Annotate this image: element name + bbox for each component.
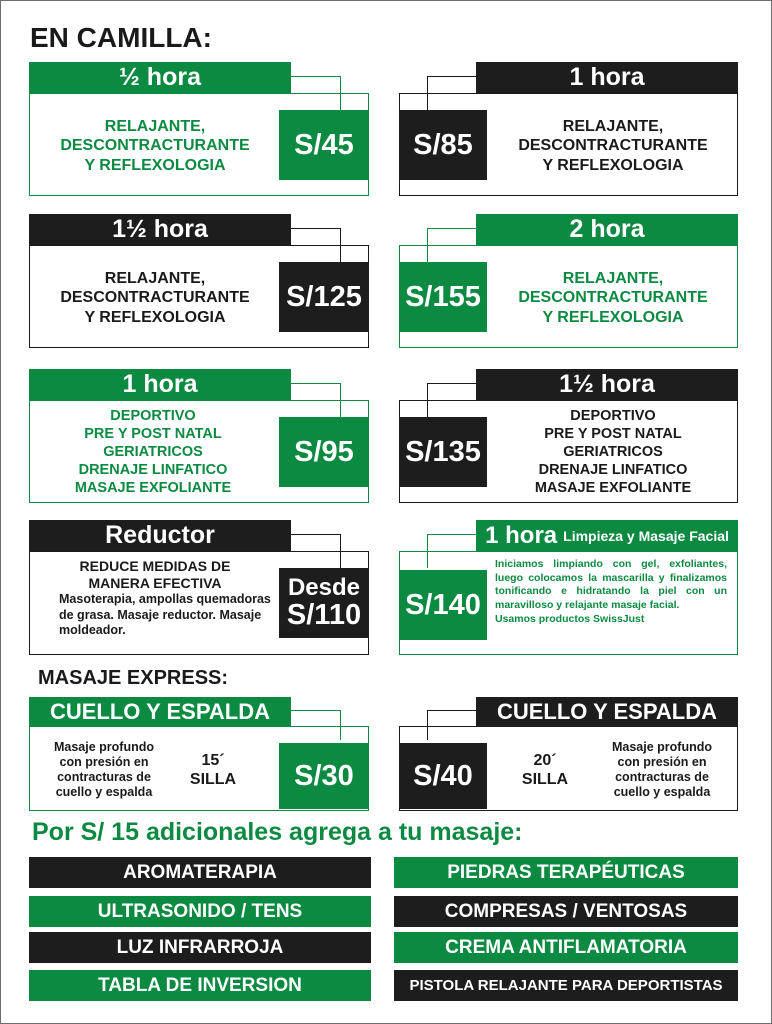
duration-bar: 1½ hora — [29, 214, 291, 245]
duration-bar: CUELLO Y ESPALDA — [29, 697, 291, 727]
duration-bar: 1½ hora — [476, 369, 738, 400]
connector-line — [290, 534, 341, 568]
connector-line — [427, 534, 477, 568]
extra-luz-infrarroja: LUZ INFRARROJA — [29, 932, 371, 963]
service-description: RELAJANTE, DESCONTRACTURANTE Y REFLEXOLOGIA — [518, 118, 708, 174]
card-one-half-hour-relax — [29, 214, 369, 348]
duration-bar: 2 hora — [476, 214, 738, 245]
extras-section-title: Por S/ 15 adicionales agrega a tu masaje: — [32, 818, 523, 846]
extra-ultrasonido: ULTRASONIDO / TENS — [29, 896, 371, 927]
price-tag: S/135 — [399, 417, 487, 487]
duration-bar: Reductor — [29, 520, 291, 551]
price-tag: S/30 — [279, 743, 369, 809]
connector-line — [290, 228, 341, 262]
extra-piedras: PIEDRAS TERAPÉUTICAS — [394, 857, 738, 888]
card-facial — [399, 520, 738, 655]
service-description: DEPORTIVO PRE Y POST NATAL GERIATRICOS DRENAJE LINFATICO MASAJE EXFOLIANTE — [534, 407, 692, 497]
service-description: Masaje profundo con presión en contracturas de cuello y espalda — [53, 740, 154, 799]
card-one-half-hour-sports — [399, 369, 738, 503]
card-express-15 — [29, 697, 369, 811]
price-tag: S/125 — [279, 262, 369, 332]
price-tag: S/140 — [399, 570, 487, 640]
price-tag: S/85 — [399, 110, 487, 180]
card-one-hour-sports — [29, 369, 369, 503]
duration-bar: ½ hora — [29, 62, 291, 93]
service-description: Masaje profundo con presión en contracturas de cuello y espalda — [611, 740, 712, 799]
duration-seat: 15´ SILLA — [189, 751, 237, 788]
extra-tabla-inversion: TABLA DE INVERSION — [29, 970, 371, 1001]
connector-line — [290, 710, 341, 740]
extra-aromaterapia: AROMATERAPIA — [29, 857, 371, 888]
express-section-title: MASAJE EXPRESS: — [38, 667, 229, 689]
service-description: RELAJANTE, DESCONTRACTURANTE Y REFLEXOLOGIA — [60, 118, 250, 174]
price-tag: S/155 — [399, 262, 487, 332]
card-reductor — [29, 520, 369, 655]
card-two-hour-relax — [399, 214, 738, 348]
duration-bar: 1 hora — [476, 62, 738, 93]
connector-line — [290, 76, 341, 110]
duration-seat: 20´ SILLA — [521, 751, 569, 788]
extra-compresas: COMPRESAS / VENTOSAS — [394, 896, 738, 927]
connector-line — [427, 383, 477, 417]
connector-line — [427, 710, 477, 740]
service-description: DEPORTIVO PRE Y POST NATAL GERIATRICOS DRENAJE LINFATICO MASAJE EXFOLIANTE — [74, 407, 232, 497]
service-description: RELAJANTE, DESCONTRACTURANTE Y REFLEXOLOGIA — [60, 270, 250, 326]
card-express-20 — [399, 697, 738, 811]
connector-line — [427, 76, 477, 110]
price-tag: Desde S/110 — [279, 568, 369, 638]
duration-bar: CUELLO Y ESPALDA — [476, 697, 738, 727]
price-tag: S/40 — [399, 743, 487, 809]
connector-line — [290, 383, 341, 417]
page-title: EN CAMILLA: — [30, 22, 212, 53]
card-one-hour-relax — [399, 62, 738, 196]
service-description: REDUCE MEDIDAS DE MANERA EFECTIVA Masoterapia, ampollas quemadoras de grasa. Masaje reductor. Masaje moldeador. — [59, 558, 271, 638]
service-description: RELAJANTE, DESCONTRACTURANTE Y REFLEXOLOGIA — [518, 270, 708, 326]
duration-bar: 1 hora Limpieza y Masaje Facial — [476, 520, 738, 551]
duration-bar: 1 hora — [29, 369, 291, 400]
card-half-hour-relax — [29, 62, 369, 196]
extra-crema: CREMA ANTIFLAMATORIA — [394, 932, 738, 963]
connector-line — [427, 228, 477, 262]
extra-pistola: PISTOLA RELAJANTE PARA DEPORTISTAS — [394, 970, 738, 1001]
price-tag: S/95 — [279, 417, 369, 487]
service-description: Iniciamos limpiando con gel, exfoliantes, luego colocamos la mascarilla y finalizamos tonificando e hidratando la piel con un maravilloso y relajante masaje facial. Usamos productos SwissJust — [495, 558, 727, 625]
price-tag: S/45 — [279, 110, 369, 180]
